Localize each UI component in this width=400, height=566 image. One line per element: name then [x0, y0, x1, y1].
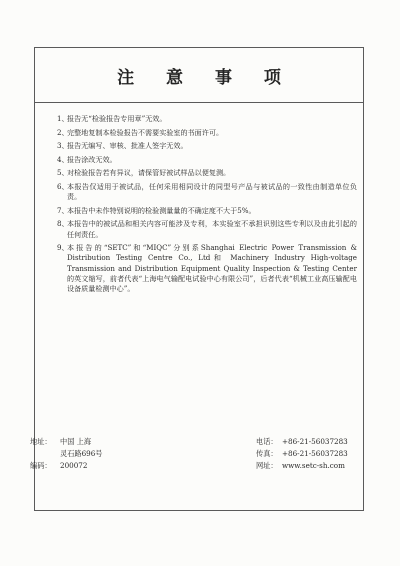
note-item — [57, 168, 357, 178]
note-text: 完整地复制本检验报告不需要实验室的书面许可。 — [67, 127, 224, 137]
note-item — [57, 128, 357, 138]
note-number: 3、 — [57, 141, 69, 151]
note-text: 本报告的“SETC”和“MIQC”分别系Shanghai Electric Power Transmission & Distribution Testing Centre Co., Ltd和 Machinery Industry High-voltage Transmission and Distribution Equipment Quality Inspection & Testing Center 的英文缩写，前者代表“上海电气输配电试验中心有限公司”，后者代表“机械工业高压输配电设备质量检测中心”。 — [67, 243, 357, 293]
address-line-2: 灵石路696号 — [60, 449, 103, 459]
page-title: 注 意 事 项 — [117, 67, 294, 88]
note-number: 2、 — [57, 127, 69, 137]
address-block — [30, 436, 170, 473]
note-text: 本报告中未作特别说明的检验测量量的不确定度不大于5%。 — [67, 205, 256, 215]
phone-value: +86-21-56037283 — [282, 437, 348, 446]
note-number: 8、 — [57, 219, 69, 229]
note-item — [57, 114, 357, 124]
note-item — [57, 219, 357, 239]
fax-value: +86-21-56037283 — [282, 449, 348, 459]
address-label: 地址： — [30, 437, 52, 446]
note-number: 4、 — [57, 154, 69, 164]
fax-label: 传真： — [256, 449, 278, 459]
postcode-value: 200072 — [60, 461, 88, 471]
note-number: 9、 — [57, 243, 69, 253]
note-text: 报告无编写、审核、批准人签字无效。 — [67, 141, 188, 151]
title-box — [35, 48, 363, 103]
address-line-1: 中国 上海 — [60, 437, 92, 446]
website-label: 网址： — [256, 461, 278, 471]
notes-list — [57, 114, 357, 298]
note-text: 本报告仅适用于被试品，任何采用相同设计的同型号产品与被试品的一致性由制造单位负责。 — [67, 181, 357, 202]
note-number: 6、 — [57, 181, 69, 191]
note-text: 本报告中的被试品和相关内容可能涉及专利，本实验室不承担识别这些专利以及由此引起的任何责任。 — [67, 219, 357, 239]
postcode-label: 编码： — [30, 461, 52, 471]
note-number: 5、 — [57, 168, 69, 178]
note-text: 报告涂改无效。 — [67, 154, 117, 164]
website-value: www.setc-sh.com — [282, 461, 345, 471]
note-number: 1、 — [57, 114, 69, 123]
note-text: 对检验报告若有异议，请保管好被试样品以便复测。 — [67, 168, 231, 178]
note-item — [57, 141, 357, 151]
note-item — [57, 182, 357, 202]
note-text: 报告无“检验报告专用章”无效。 — [67, 114, 167, 123]
phone-label: 电话： — [256, 437, 278, 446]
note-item — [57, 155, 357, 165]
note-item — [57, 206, 357, 216]
note-number: 7、 — [57, 205, 69, 215]
note-item — [57, 243, 357, 294]
contact-block — [256, 436, 366, 473]
